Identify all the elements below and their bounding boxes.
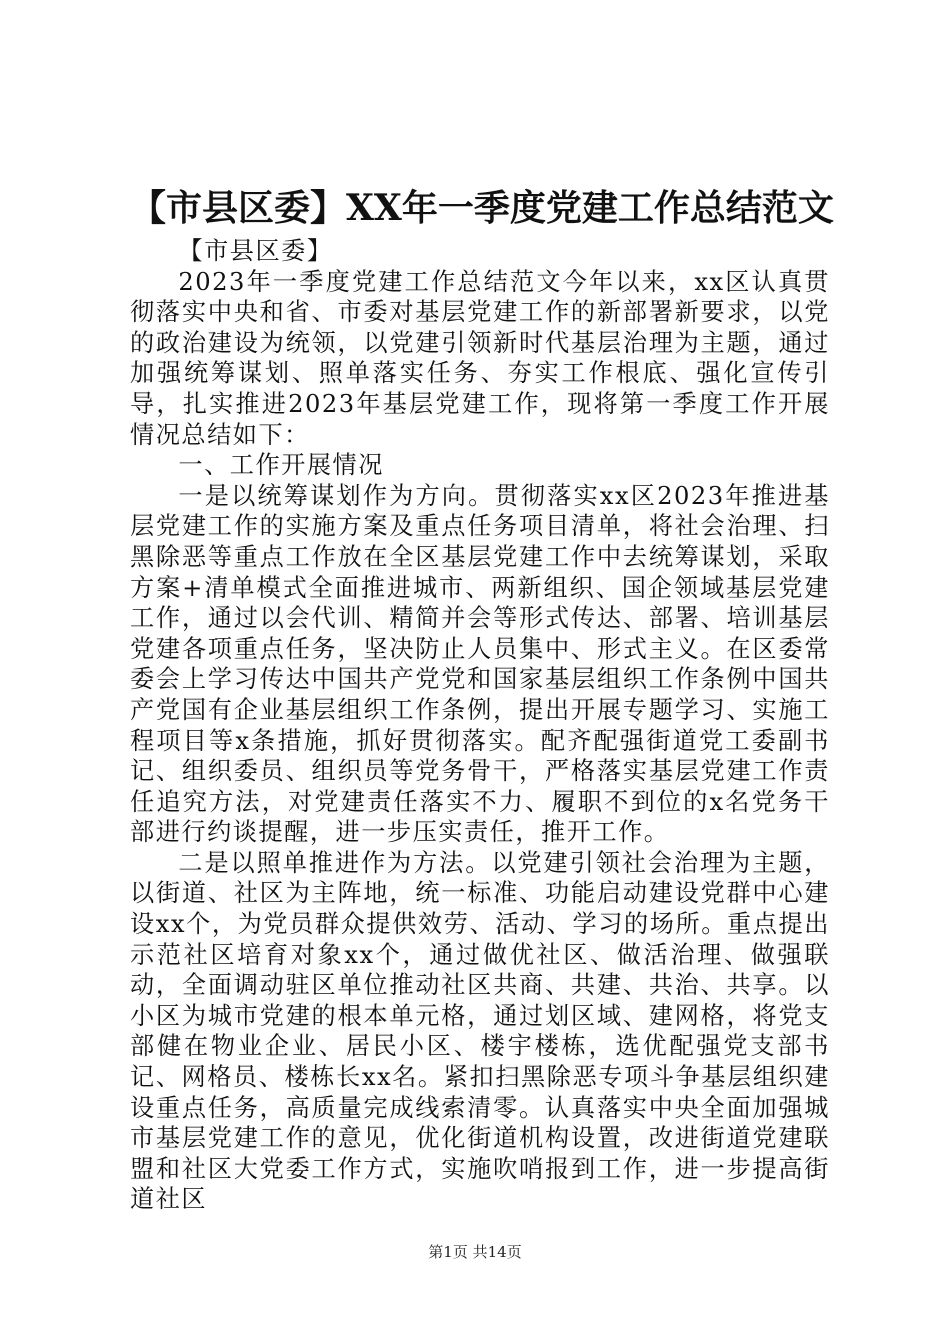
paragraph-category: 【市县区委】 — [178, 237, 333, 265]
paragraph-item-1: 一是以统筹谋划作为方向。贯彻落实xx区2023年推进基层党建工作的实施方案及重点任务项目清单，将社会治理、扫黑除恶等重点工作放在全区基层党建工作中去统筹谋划，采取方案+清单模式全面推进城市、两新组织、国企领域基层党建工作，通过以会代训、精简并会等形式传达、部署、培训基层党建各项重点任务，坚决防止人员集中、形式主义。在区委常委会上学习传达中国共产党党和国家基层组织工作条例中国共产党国有企业基层组织工作条例，提出开展专题学习、实施工程项目等x条措施，抓好贯彻落实。配齐配强街道党工委副书记、组织委员、组织员等党务骨干，严格落实基层党建工作责任追究方法，对党建责任落实不力、履职不到位的x名党务干部进行约谈提醒，进一步压实责任，推开工作。 — [130, 481, 830, 847]
page-footer: 第1页 共14页 — [428, 1243, 522, 1261]
paragraph-item-2: 二是以照单推进作为方法。以党建引领社会治理为主题，以街道、社区为主阵地，统一标准、功能启动建设党群中心建设xx个，为党员群众提供效劳、活动、学习的场所。重点提出示范社区培育对象xx个，通过做优社区、做活治理、做强联动，全面调动驻区单位推动社区共商、共建、共治、共享。以小区为城市党建的根本单元格，通过划区域、建网格，将党支部健在物业企业、居民小区、楼宇楼栋，选优配强党支部书记、网格员、楼栋长xx名。紧扣扫黑除恶专项斗争基层组织建设重点任务，高质量完成线索清零。认真落实中央全面加强城市基层党建工作的意见，优化街道机构设置，改进街道党建联盟和社区大党委工作方式，实施吹哨报到工作，进一步提高街道社区 — [130, 848, 830, 1214]
document-body — [130, 236, 830, 1215]
document-title: 【市县区委】XX年一季度党建工作总结范文 — [130, 187, 834, 229]
section-heading: 一、工作开展情况 — [178, 451, 384, 480]
document-page — [130, 180, 834, 1215]
paragraph-intro: 2023年一季度党建工作总结范文今年以来，xx区认真贯彻落实中央和省、市委对基层党建工作的新部署新要求，以党的政治建设为统领，以党建引领新时代基层治理为主题，通过加强统筹谋划、照单落实任务、夯实工作根底、强化宣传引导，扎实推进2023年基层党建工作，现将第一季度工作开展情况总结如下： — [130, 267, 830, 449]
